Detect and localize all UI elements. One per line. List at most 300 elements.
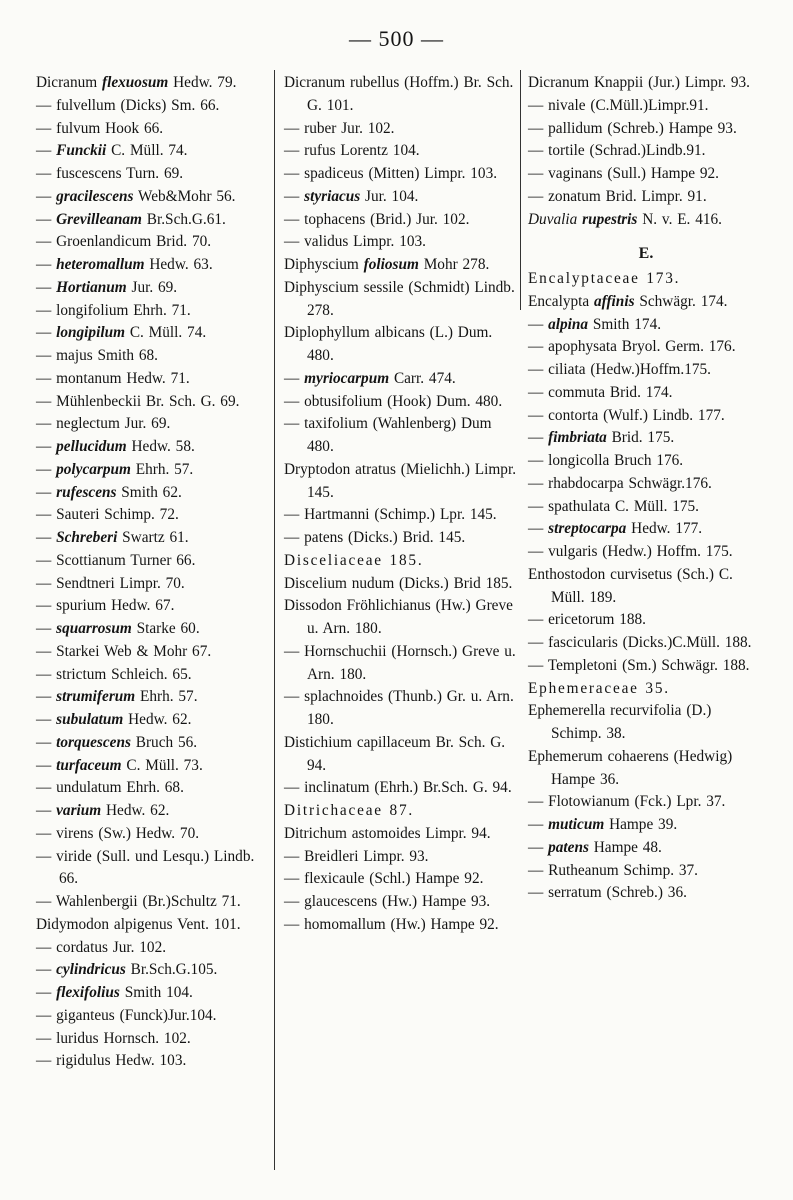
family-entry: Disceliaceae 185. (284, 551, 424, 569)
index-entry (528, 72, 764, 95)
author-page-ref: Mohr 278. (423, 256, 490, 273)
species-name: glaucescens (304, 893, 378, 910)
species-name: heteromallum (56, 256, 145, 273)
species-name: splachnoides (304, 688, 384, 706)
species-name: ciliata (548, 361, 586, 378)
index-entry (528, 405, 764, 428)
ditto-dash: — (36, 165, 52, 182)
species-name: turfaceum (56, 756, 122, 774)
species-name: nivale (548, 96, 586, 114)
ditto-dash: — (36, 301, 52, 319)
ditto-dash: — (36, 187, 52, 205)
author-page-ref: (Wulf.) Lindb. 177. (603, 406, 725, 424)
species-name: strumiferum (56, 688, 136, 706)
index-entry (284, 686, 518, 732)
species-name: cordatus (56, 938, 108, 956)
author-page-ref: Hedw. 62. (106, 802, 170, 819)
index-entry (528, 314, 764, 337)
ditto-dash: — (284, 187, 300, 205)
author-page-ref: (Mitten) Limpr. 103. (368, 165, 498, 182)
author-page-ref: Carr. 474. (393, 369, 456, 387)
family-entry: Encalyptaceae 173. (528, 270, 681, 287)
author-page-ref: (Hoffm.) Br. Sch. G. 101. (307, 74, 514, 114)
ditto-dash: — (36, 824, 52, 842)
index-entry (528, 746, 764, 792)
species-name: Groenlandicum (56, 233, 152, 251)
ditto-dash: — (284, 233, 300, 251)
ditto-dash: — (36, 1006, 52, 1024)
ditto-dash: — (528, 634, 544, 651)
author-page-ref: Bruch 56. (135, 733, 198, 751)
genus-name: Dicranum (284, 74, 346, 91)
index-entry (36, 482, 272, 505)
index-entry (36, 732, 272, 755)
index-entry (284, 209, 518, 232)
species-name: myriocarpum (304, 369, 390, 387)
index-entry (284, 846, 518, 869)
ditto-dash: — (36, 278, 52, 296)
ditto-dash: — (528, 315, 544, 333)
ditto-dash: — (528, 611, 544, 629)
ditto-dash: — (36, 574, 52, 592)
ditto-dash: — (284, 870, 300, 888)
author-page-ref: Br. Sch. G. 69. (145, 392, 240, 410)
family-entry: Ditrichaceae 87. (284, 802, 415, 819)
species-name: Hortianum (56, 278, 127, 296)
author-page-ref: (Wahlenberg) Dum 480. (307, 415, 492, 455)
author-page-ref: (Hook) Dum. 480. (387, 392, 503, 410)
author-page-ref: Jur. 102. (112, 938, 167, 956)
species-name: Rutheanum (548, 861, 619, 879)
species-name: neglectum (56, 415, 120, 433)
species-name: squarrosum (56, 620, 132, 637)
species-name: subulatum (56, 711, 124, 728)
author-page-ref: Swartz 61. (122, 529, 189, 546)
author-page-ref: Turner 66. (130, 551, 196, 569)
author-page-ref: Starke 60. (136, 620, 200, 637)
species-name: pallidum (548, 119, 603, 137)
species-name: astomoides (351, 824, 421, 842)
species-name: undulatum (56, 779, 122, 797)
index-entry (528, 186, 764, 209)
index-entry (284, 527, 518, 550)
ditto-dash: — (528, 429, 544, 447)
author-page-ref: (Thunb.) Gr. u. Arn. 180. (307, 688, 514, 728)
index-entry (284, 914, 518, 937)
index-entry (528, 359, 764, 382)
genus-name: Enthostodon (528, 565, 606, 583)
family-entry: Ephemeraceae 35. (528, 679, 670, 697)
index-entry (284, 322, 518, 368)
column-divider (520, 70, 521, 310)
species-name: sessile (363, 278, 404, 296)
ditto-dash: — (36, 529, 52, 546)
ditto-dash: — (284, 779, 300, 797)
species-name: spurium (56, 597, 107, 615)
species-name: recurvifolia (610, 702, 682, 720)
species-name: rigidulus (56, 1052, 111, 1070)
author-page-ref: (L.) Dum. 480. (307, 324, 493, 364)
ditto-dash: — (36, 642, 52, 660)
ditto-dash: — (36, 369, 52, 387)
genus-name: Diplophyllum (284, 324, 370, 342)
ditto-dash: — (528, 165, 544, 182)
author-page-ref: (Jur.) Limpr. 93. (648, 74, 750, 91)
author-page-ref: (Sm.) Schwägr. 188. (622, 656, 750, 674)
species-name: Grevilleanam (56, 210, 142, 228)
ditto-dash: — (284, 369, 300, 387)
species-name: muticum (548, 816, 605, 833)
index-entry (36, 163, 272, 186)
species-name: patens (548, 838, 589, 856)
author-page-ref: Schwägr.176. (628, 474, 712, 492)
ditto-dash: — (36, 665, 52, 683)
author-page-ref: (Mielichh.) Limpr. 145. (307, 460, 517, 501)
ditto-dash: — (36, 506, 52, 524)
author-page-ref: Hampe 48. (593, 838, 662, 856)
genus-name: Encalypta (528, 292, 590, 310)
ditto-dash: — (528, 361, 544, 378)
author-page-ref: (Hornsch.) Greve u. Arn. 180. (307, 642, 516, 683)
index-entry (284, 777, 518, 800)
species-name: Wahlenbergii (55, 893, 138, 910)
species-name: rufus (304, 142, 336, 160)
species-name: longicolla (548, 452, 610, 469)
author-page-ref: Smith 104. (124, 984, 193, 1001)
index-entry (36, 1028, 272, 1051)
index-entry (528, 700, 764, 746)
species-name: validus (304, 233, 349, 251)
author-page-ref: Brid. 175. (611, 429, 675, 447)
ditto-dash: — (528, 452, 544, 469)
author-page-ref: Jur. 104. (365, 187, 419, 205)
author-page-ref: Vent. 101. (177, 915, 241, 933)
species-name: taxifolium (304, 415, 368, 433)
species-name: longifolium (56, 301, 129, 319)
author-page-ref: Brid. Limpr. 91. (605, 187, 707, 205)
index-entry (528, 518, 764, 541)
index-entry (36, 800, 272, 823)
species-name: fimbriata (548, 429, 607, 447)
species-name: viride (56, 847, 92, 865)
species-name: torquescens (56, 733, 131, 751)
ditto-dash: — (528, 497, 544, 515)
ditto-dash: — (36, 1029, 52, 1047)
ditto-dash: — (36, 210, 52, 228)
ditto-dash: — (36, 119, 52, 137)
index-entry (528, 564, 764, 610)
ditto-dash: — (284, 210, 300, 228)
index-entry (36, 186, 272, 209)
index-entry (36, 459, 272, 482)
ditto-dash: — (284, 392, 300, 410)
author-page-ref: (Hedw.)Hoffm.175. (590, 361, 711, 378)
ditto-dash: — (36, 620, 52, 637)
index-entry (36, 959, 272, 982)
ditto-dash: — (284, 915, 300, 933)
author-page-ref: Smith 68. (97, 347, 158, 364)
species-name: vaginans (548, 165, 603, 182)
author-page-ref: Hedw. 67. (111, 597, 175, 615)
ditto-dash: — (36, 779, 52, 797)
index-entry (36, 300, 272, 323)
genus-name: Dicranum (528, 74, 590, 91)
author-page-ref: (Sw.) Hedw. 70. (98, 824, 200, 842)
author-page-ref: Schwägr. 174. (639, 292, 728, 310)
author-page-ref: Br.Sch.G.61. (146, 210, 226, 228)
author-page-ref: Brid. 70. (156, 233, 212, 251)
ditto-dash: — (36, 597, 52, 615)
genus-name: Ephemerella (528, 702, 606, 720)
index-entry (528, 541, 764, 564)
author-page-ref: Limpr. 70. (119, 574, 185, 592)
genus-name: Diphyscium (284, 256, 359, 273)
index-entry (36, 755, 272, 778)
ditto-dash: — (36, 96, 52, 114)
ditto-dash: — (36, 802, 52, 819)
index-entry (36, 914, 272, 937)
ditto-dash: — (36, 392, 52, 410)
index-entry (36, 95, 272, 118)
species-name: apophysata (548, 338, 617, 356)
ditto-dash: — (284, 142, 300, 160)
index-entry (284, 186, 518, 209)
author-page-ref: (Brid.) Jur. 102. (370, 210, 470, 228)
ditto-dash: — (36, 233, 52, 251)
ditto-dash: — (284, 847, 300, 865)
species-name: fuscescens (56, 165, 122, 182)
species-name: Funckii (56, 142, 107, 160)
ditto-dash: — (36, 460, 52, 478)
index-entry (36, 891, 272, 914)
index-entry (36, 846, 272, 892)
species-name: virens (56, 824, 94, 842)
ditto-dash: — (36, 961, 52, 979)
species-name: rufescens (56, 483, 117, 501)
species-name: rhabdocarpa (548, 474, 624, 492)
species-name: fulvum (56, 119, 101, 137)
index-entry (284, 732, 518, 778)
author-page-ref: Bryol. Germ. 176. (621, 338, 736, 356)
author-page-ref: Ehrh. 68. (126, 779, 184, 797)
ditto-dash: — (36, 733, 52, 751)
author-page-ref: Hedw. 177. (631, 520, 703, 538)
author-page-ref: Ehrh. 57. (135, 460, 194, 478)
genus-name: Dryptodon (284, 460, 351, 478)
species-name: curvisetus (610, 565, 673, 583)
ditto-dash: — (284, 529, 300, 546)
ditto-dash: — (284, 415, 300, 433)
index-entry (36, 686, 272, 709)
author-page-ref: Schimp. 37. (623, 861, 698, 879)
index-entry (284, 459, 518, 505)
index-entry (528, 496, 764, 519)
ditto-dash: — (36, 256, 52, 273)
index-entry (528, 837, 764, 860)
genus-name: Distichium (284, 733, 352, 751)
author-page-ref: Hedw. 62. (128, 711, 192, 728)
ditto-dash: — (528, 520, 544, 538)
index-entry (284, 277, 518, 323)
ditto-dash: — (36, 347, 52, 364)
index-entry (36, 391, 272, 414)
index-entry (36, 254, 272, 277)
ditto-dash: — (36, 415, 52, 433)
species-name: alpigenus (113, 915, 173, 933)
species-name: alpina (548, 315, 589, 333)
ditto-dash: — (36, 984, 52, 1001)
index-entry (36, 436, 272, 459)
ditto-dash: — (284, 642, 300, 660)
index-entry (36, 823, 272, 846)
genus-name: Ephemerum (528, 747, 603, 765)
index-entry (528, 163, 764, 186)
author-page-ref: (Sull. und Lesqu.) Lindb. 66. (59, 847, 255, 888)
ditto-dash: — (528, 884, 544, 902)
index-entry (284, 163, 518, 186)
ditto-dash: — (528, 656, 544, 674)
species-name: affinis (594, 292, 635, 310)
species-name: obtusifolium (304, 392, 383, 410)
author-page-ref: Web & Mohr 67. (104, 642, 212, 660)
index-entry (284, 368, 518, 391)
author-page-ref: Hedw. 103. (115, 1052, 187, 1070)
index-column-2 (284, 72, 518, 937)
ditto-dash: — (284, 119, 300, 137)
index-entry (284, 254, 518, 277)
ditto-dash: — (528, 338, 544, 356)
index-entry (36, 368, 272, 391)
index-entry (284, 823, 518, 846)
index-entry (36, 595, 272, 618)
index-entry (36, 118, 272, 141)
index-entry (36, 231, 272, 254)
index-entry (528, 814, 764, 837)
index-entry (528, 860, 764, 883)
index-entry (36, 209, 272, 232)
index-entry (36, 982, 272, 1005)
index-column-3 (528, 72, 764, 905)
species-name: Hornschuchii (304, 642, 387, 660)
species-name: spadiceus (304, 165, 364, 182)
species-name: commuta (548, 383, 606, 401)
index-entry (528, 450, 764, 473)
species-name: streptocarpa (548, 520, 627, 538)
author-page-ref: (Funck)Jur.104. (119, 1006, 217, 1024)
index-entry (528, 473, 764, 496)
author-page-ref: Jur. 102. (341, 119, 395, 137)
ditto-dash: — (36, 938, 52, 956)
index-entry (284, 231, 518, 254)
species-name: Starkei (56, 642, 100, 660)
ditto-dash: — (528, 861, 544, 879)
author-page-ref: C. Müll. 73. (126, 756, 203, 774)
species-name: serratum (548, 884, 602, 902)
index-entry (36, 527, 272, 550)
ditto-dash: — (284, 506, 300, 524)
author-page-ref: (Hedwig) Hampe 36. (551, 747, 733, 788)
species-name: majus (56, 347, 93, 364)
index-entry (284, 118, 518, 141)
index-entry (36, 72, 272, 95)
ditto-dash: — (528, 187, 544, 205)
index-entry (528, 609, 764, 632)
species-name: pellucidum (56, 438, 127, 455)
author-page-ref: (Schreb.) Hampe 93. (607, 119, 737, 137)
index-entry (36, 1005, 272, 1028)
author-page-ref: (D.) Schimp. 38. (551, 702, 712, 742)
genus-name: Discelium (284, 574, 347, 592)
author-page-ref: (Hw.) Greve u. Arn. 180. (307, 597, 513, 637)
author-page-ref: N. v. E. 416. (642, 210, 722, 228)
author-page-ref: (Hw.) Hampe 93. (382, 893, 491, 910)
species-name: homomallum (304, 915, 386, 933)
species-name: zonatum (548, 187, 601, 205)
author-page-ref: C. Müll. 74. (129, 324, 207, 342)
species-name: capillaceum (356, 733, 431, 751)
author-page-ref: (Schrad.)Lindb.91. (589, 142, 706, 160)
ditto-dash: — (36, 711, 52, 728)
species-name: Fröhlichianus (346, 597, 431, 615)
index-entry (528, 118, 764, 141)
ditto-dash: — (528, 119, 544, 137)
index-entry (284, 891, 518, 914)
author-page-ref: (Schmidt) Lindb. 278. (307, 278, 515, 319)
author-page-ref: (Dicks.) Brid. 145. (348, 529, 466, 546)
index-entry (528, 382, 764, 405)
ditto-dash: — (36, 847, 52, 865)
species-name: fascicularis (548, 634, 618, 651)
species-name: Hartmanni (304, 506, 370, 524)
author-page-ref: (Dicks) Sm. 66. (120, 96, 220, 114)
author-page-ref: (Sch.) C. Müll. 189. (551, 565, 733, 606)
author-page-ref: Jur. 69. (131, 278, 178, 296)
species-name: albicans (374, 324, 425, 342)
index-entry (528, 427, 764, 450)
author-page-ref: Bruch 176. (614, 452, 684, 469)
author-page-ref: (Hw.) Hampe 92. (390, 915, 499, 933)
author-page-ref: C. Müll. 175. (614, 497, 700, 515)
species-name: atratus (355, 460, 396, 478)
ditto-dash: — (284, 165, 300, 182)
index-entry (284, 504, 518, 527)
index-entry (284, 573, 518, 596)
species-name: styriacus (304, 187, 361, 205)
ditto-dash: — (36, 551, 52, 569)
author-page-ref: Hornsch. 102. (103, 1029, 191, 1047)
species-name: luridus (56, 1029, 99, 1047)
species-name: varium (56, 802, 102, 819)
genus-name: Ditrichum (284, 824, 347, 842)
author-page-ref: (C.Müll.)Limpr.91. (590, 96, 709, 114)
author-page-ref: (Ehrh.) Br.Sch. G. 94. (374, 779, 512, 797)
species-name: tortile (548, 142, 585, 160)
author-page-ref: C. Müll. 74. (111, 142, 188, 160)
ditto-dash: — (528, 543, 544, 560)
index-entry (284, 641, 518, 687)
species-name: Mühlenbeckii (56, 392, 142, 410)
species-name: spathulata (548, 497, 611, 515)
index-entry (36, 550, 272, 573)
index-entry (528, 882, 764, 905)
genus-name: Dicranum (36, 74, 98, 91)
index-entry (36, 573, 272, 596)
author-page-ref: Schimp. 72. (104, 506, 179, 524)
index-entry (528, 336, 764, 359)
author-page-ref: Lorentz 104. (340, 142, 420, 160)
author-page-ref: Brid. 174. (609, 383, 673, 401)
species-name: ruber (304, 119, 337, 137)
